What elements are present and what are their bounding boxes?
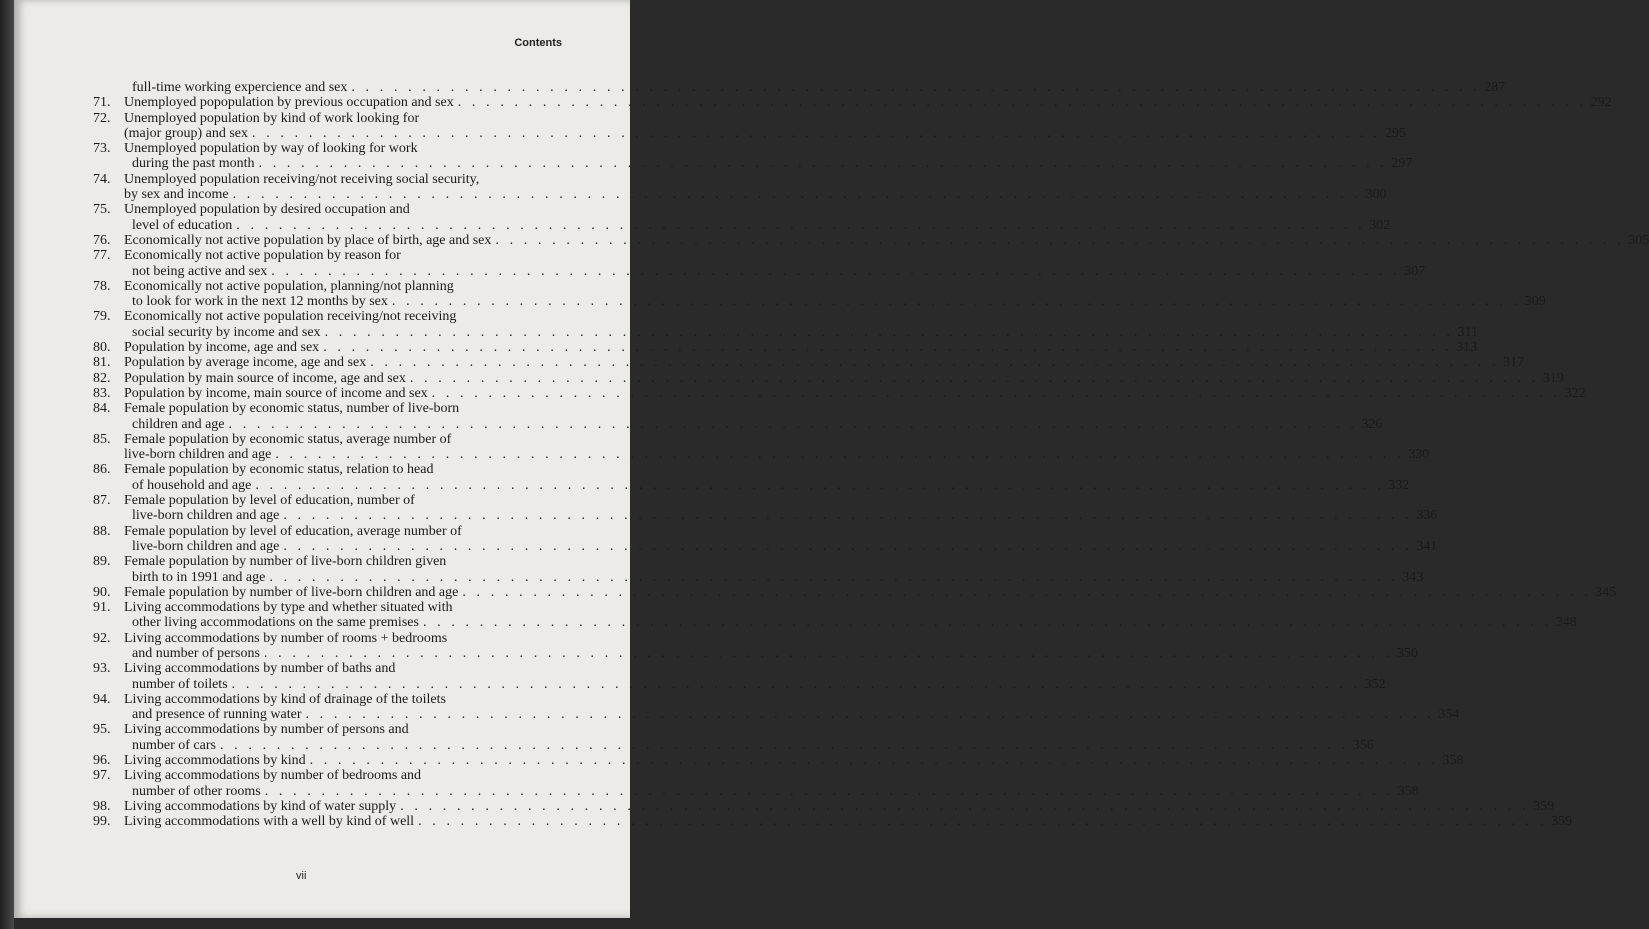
entry-number: 79.: [93, 309, 111, 325]
toc-entry: [93, 431, 1430, 463]
entry-title: children and age: [132, 416, 225, 432]
dot-leader: . . . . . . . . . . . . . . . . . . . . . . . . . . . . . . . . . . . . . . . . . . . . . . . . . . . . . . . . . . . . . . . . . . . . . . . . . . . . . . . .: [283, 508, 1413, 524]
toc-entry: [93, 248, 1426, 279]
entry-page: 359: [1533, 798, 1555, 814]
entry-title: Population by main source of income, age and sex: [124, 370, 406, 386]
toc-entry: [93, 584, 1617, 600]
entry-number: 78.: [93, 278, 111, 294]
dot-leader: . . . . . . . . . . . . . . . . . . . . . . . . . . . . . . . . . . . . . . . . . . . . . . . . . . . . . . . . . . . . . . . . . . . . . . . . . . . . . . . .: [391, 294, 1521, 310]
entry-title: birth to in 1991 and age: [132, 569, 266, 585]
toc-entry: [93, 370, 1564, 386]
toc-entry: [93, 630, 1418, 662]
dot-leader: . . . . . . . . . . . . . . . . . . . . . . . . . . . . . . . . . . . . . . . . . . . . . . . . . . . . . . . . . . . . . . . . . . . . . . . . . . . . . . . .: [495, 232, 1625, 248]
entry-title: Unemployed population by way of looking for work: [124, 141, 418, 157]
entry-number: 82.: [93, 370, 111, 386]
entry-number: 74.: [93, 171, 111, 187]
entry-page: 343: [1402, 569, 1424, 585]
entry-title: during the past month: [132, 156, 255, 172]
toc-entry: [93, 309, 1478, 340]
toc-entry: [93, 385, 1586, 401]
entry-number: [93, 156, 124, 171]
dot-leader: . . . . . . . . . . . . . . . . . . . . . . . . . . . . . . . . . . . . . . . . . . . . . . . . . . . . . . . . . . . . . . . . . . . . . . . . . . . . . . . .: [263, 645, 1393, 661]
toc-line: [93, 432, 527, 447]
entry-number: 90.: [93, 584, 111, 600]
entry-title: and number of persons: [132, 645, 260, 661]
dot-leader: . . . . . . . . . . . . . . . . . . . . . . . . . . . . . . . . . . . . . . . . . . . . . . . . . . . . . . . . . . . . . . . . . . . . . . . . . . . . . . . .: [264, 783, 1394, 799]
toc-entry: [93, 661, 1386, 692]
toc-line: [93, 385, 1586, 401]
toc-entry: [93, 80, 1506, 95]
entry-page: 307: [1404, 263, 1426, 279]
entry-title: live-born children and age: [132, 538, 280, 554]
entry-number: [93, 570, 124, 585]
entry-page: 322: [1564, 385, 1586, 401]
toc-entry: [93, 493, 1438, 524]
toc-line: [93, 783, 1419, 799]
toc-line: [93, 355, 1525, 371]
toc-line: [93, 524, 527, 539]
entry-title: not being active and sex: [132, 263, 268, 279]
entry-title: live-born children and age: [124, 447, 272, 463]
entry-number: 76.: [93, 232, 111, 248]
entry-page: 356: [1352, 737, 1374, 753]
toc-line: [93, 707, 1460, 723]
dot-leader: . . . . . . . . . . . . . . . . . . . . . . . . . . . . . . . . . . . . . . . . . . . . . . . . . . . . . . . . . . . . . . . . . . . . . . . . . . . . . . . .: [258, 156, 1388, 172]
running-header: Contents: [514, 37, 562, 49]
entry-title: Living accommodations by kind of drainage of the toilets: [124, 691, 446, 707]
scan-edge: [0, 0, 14, 929]
dot-leader: . . . . . . . . . . . . . . . . . . . . . . . . . . . . . . . . . . . . . . . . . . . . . . . . . . . . . . . . . . . . . . . . . . . . . . . . . . . . . . . .: [409, 370, 1539, 386]
toc-entry: [93, 691, 1460, 723]
dot-leader: . . . . . . . . . . . . . . . . . . . . . . . . . . . . . . . . . . . . . . . . . . . . . . . . . . . . . . . . . . . . . . . . . . . . . . . . . . . . . . . .: [236, 217, 1366, 233]
toc-entry: [93, 722, 1374, 753]
dot-leader: . . . . . . . . . . . . . . . . . . . . . . . . . . . . . . . . . . . . . . . . . . . . . . . . . . . . . . . . . . . . . . . . . . . . . . . . . . . . . . . .: [305, 707, 1435, 723]
toc-entry: [93, 95, 1612, 111]
entry-number: [93, 264, 124, 279]
entry-title: Unemployed population by kind of work looking for: [124, 110, 420, 126]
toc-entry: [93, 768, 1419, 799]
entry-number: 77.: [93, 248, 111, 264]
dot-leader: . . . . . . . . . . . . . . . . . . . . . . . . . . . . . . . . . . . . . . . . . . . . . . . . . . . . . . . . . . . . . . . . . . . . . . . . . . . . . . . .: [324, 324, 1454, 340]
entry-number: [93, 539, 124, 554]
entry-number: 91.: [93, 600, 111, 616]
entry-title: Economically not active population by place of birth, age and sex: [124, 232, 492, 248]
dot-leader: . . . . . . . . . . . . . . . . . . . . . . . . . . . . . . . . . . . . . . . . . . . . . . . . . . . . . . . . . . . . . . . . . . . . . . . . . . . . . . . .: [219, 737, 1349, 753]
toc-entry: [93, 462, 1410, 493]
toc-line: [93, 125, 1406, 141]
entry-number: 87.: [93, 493, 111, 509]
toc-line: [93, 676, 1386, 692]
entry-number: [93, 707, 124, 722]
dot-leader: . . . . . . . . . . . . . . . . . . . . . . . . . . . . . . . . . . . . . . . . . . . . . . . . . . . . . . . . . . . . . . . . . . . . . . . . . . . . . . . .: [462, 584, 1592, 600]
toc-line: [93, 95, 1612, 111]
toc-line: [93, 202, 527, 217]
toc-entry: [93, 798, 1555, 814]
entry-page: 330: [1408, 447, 1430, 463]
toc-line: [93, 370, 1564, 386]
entry-title: social security by income and sex: [132, 324, 321, 340]
entry-title: full-time working expercience and sex: [132, 80, 348, 95]
entry-title: Female population by level of education, number of: [124, 493, 415, 509]
dot-leader: . . . . . . . . . . . . . . . . . . . . . . . . . . . . . . . . . . . . . . . . . . . . . . . . . . . . . . . . . . . . . . . . . . . . . . . . . . . . . . . .: [255, 477, 1385, 493]
toc-line: [93, 187, 1387, 203]
entry-title: by sex and income: [124, 187, 229, 203]
dot-leader: . . . . . . . . . . . . . . . . . . . . . . . . . . . . . . . . . . . . . . . . . . . . . . . . . . . . . . . . . . . . . . . . . . . . . . . . . . . . . . . .: [252, 125, 1381, 141]
toc-line: [93, 508, 1438, 524]
toc-line: [93, 477, 1410, 493]
entry-number: 75.: [93, 202, 111, 218]
entry-page: 302: [1369, 217, 1391, 233]
entry-page: 332: [1388, 477, 1410, 493]
toc-entry: [93, 278, 1546, 310]
entry-number: 72.: [93, 110, 111, 126]
entry-number: [93, 508, 124, 523]
entry-number: 71.: [93, 95, 111, 111]
entry-title: other living accommodations on the same premises: [132, 615, 419, 631]
toc-line: [93, 447, 1430, 463]
toc-line: [93, 569, 1424, 585]
entry-title: Living accommodations by type and whether situated with: [124, 600, 453, 616]
toc-entry: [93, 753, 1464, 769]
entry-number: 99.: [93, 814, 111, 830]
toc-line: [93, 309, 527, 324]
toc-line: [93, 737, 1374, 753]
entry-page: 336: [1416, 508, 1438, 524]
entry-number: [93, 325, 124, 340]
entry-number: 80.: [93, 340, 111, 356]
toc-line: [93, 156, 1413, 172]
entry-title: level of education: [132, 217, 233, 233]
dot-leader: . . . . . . . . . . . . . . . . . . . . . . . . . . . . . . . . . . . . . . . . . . . . . . . . . . . . . . . . . . . . . . . . . . . . . . . . . . . . . . . .: [232, 187, 1362, 203]
toc-line: [93, 631, 527, 646]
toc-entry: [93, 554, 1424, 585]
toc-entry: [93, 110, 1406, 142]
entry-number: 73.: [93, 141, 111, 157]
entry-page: 350: [1396, 645, 1418, 661]
entry-page: 358: [1397, 783, 1419, 799]
toc-line: [93, 661, 527, 676]
entry-page: 326: [1361, 416, 1383, 432]
entry-number: 88.: [93, 523, 111, 539]
entry-number: [93, 447, 124, 462]
entry-number: 81.: [93, 355, 111, 371]
toc-line: [93, 232, 1649, 248]
entry-title: Female population by number of live-born children given: [124, 554, 447, 570]
entry-number: [93, 218, 124, 233]
entry-title: Living accommodations by kind: [124, 753, 306, 769]
dot-leader: . . . . . . . . . . . . . . . . . . . . . . . . . . . . . . . . . . . . . . . . . . . . . . . . . . . . . . . . . . . . . . . . . . . . . . . . . . . . . . . .: [283, 538, 1413, 554]
entry-title: Living accommodations by number of persons and: [124, 722, 409, 738]
toc-line: [93, 111, 527, 126]
entry-page: 311: [1457, 324, 1478, 340]
entry-title: Unemployed population by desired occupation and: [124, 202, 410, 218]
table-of-contents: [93, 80, 1649, 830]
entry-number: 98.: [93, 798, 111, 814]
toc-line: [93, 217, 1391, 233]
entry-page: 358: [1442, 753, 1464, 769]
entry-number: 92.: [93, 630, 111, 646]
entry-number: [93, 294, 124, 309]
dot-leader: . . . . . . . . . . . . . . . . . . . . . . . . . . . . . . . . . . . . . . . . . . . . . . . . . . . . . . . . . . . . . . . . . . . . . . . . . . . . . . . .: [309, 753, 1439, 769]
dot-leader: . . . . . . . . . . . . . . . . . . . . . . . . . . . . . . . . . . . . . . . . . . . . . . . . . . . . . . . . . . . . . . . . . . . . . . . . . . . . . . . .: [418, 814, 1547, 830]
entry-title: of household and age: [132, 477, 252, 493]
toc-line: [93, 172, 527, 187]
toc-line: [93, 768, 527, 783]
dot-leader: . . . . . . . . . . . . . . . . . . . . . . . . . . . . . . . . . . . . . . . . . . . . . . . . . . . . . . . . . . . . . . . . . . . . . . . . . . . . . . . .: [457, 95, 1587, 111]
toc-entry: [93, 814, 1572, 830]
toc-entry: [93, 141, 1413, 172]
entry-number: [93, 187, 124, 202]
dot-leader: . . . . . . . . . . . . . . . . . . . . . . . . . . . . . . . . . . . . . . . . . . . . . . . . . . . . . . . . . . . . . . . . . . . . . . . . . . . . . . . .: [271, 263, 1401, 279]
entry-page: 317: [1503, 355, 1525, 371]
toc-line: [93, 248, 527, 263]
entry-page: 319: [1542, 370, 1564, 386]
dot-leader: . . . . . . . . . . . . . . . . . . . . . . . . . . . . . . . . . . . . . . . . . . . . . . . . . . . . . . . . . . . . . . . . . . . . . . . . . . . . . . . .: [431, 385, 1561, 401]
entry-title: Population by income, main source of income and sex: [124, 385, 428, 401]
toc-line: [93, 722, 527, 737]
entry-title: Population by average income, age and sex: [124, 355, 367, 371]
entry-title: Living accommodations by number of bedrooms and: [124, 768, 422, 784]
toc-line: [93, 462, 527, 477]
entry-title: Female population by economic status, number of live-born: [124, 401, 460, 417]
entry-page: 313: [1456, 340, 1478, 356]
entry-number: 84.: [93, 401, 111, 417]
dot-leader: . . . . . . . . . . . . . . . . . . . . . . . . . . . . . . . . . . . . . . . . . . . . . . . . . . . . . . . . . . . . . . . . . . . . . . . . . . . . . . . .: [351, 80, 1481, 95]
entry-title: Living accommodations by number of rooms + bedrooms: [124, 630, 448, 646]
entry-page: 297: [1391, 156, 1413, 172]
entry-title: Female population by economic status, relation to head: [124, 462, 434, 478]
entry-number: 89.: [93, 554, 111, 570]
entry-title: number of cars: [132, 737, 216, 753]
toc-entry: [93, 202, 1391, 233]
toc-line: [93, 615, 1577, 631]
entry-number: 83.: [93, 385, 111, 401]
entry-number: 85.: [93, 431, 111, 447]
toc-line: [93, 263, 1426, 279]
entry-page: 341: [1416, 538, 1438, 554]
toc-line: [93, 584, 1617, 600]
entry-page: 305: [1628, 232, 1649, 248]
entry-page: 352: [1364, 676, 1386, 692]
entry-title: Economically not active population, planning/not planning: [124, 278, 454, 294]
entry-number: [93, 646, 124, 661]
entry-page: 300: [1365, 187, 1387, 203]
toc-line: [93, 538, 1438, 554]
toc-entry: [93, 355, 1525, 371]
entry-number: [93, 80, 124, 95]
entry-title: number of other rooms: [132, 783, 261, 799]
toc-entry: [93, 232, 1649, 248]
entry-number: 93.: [93, 661, 111, 677]
toc-line: [93, 294, 1546, 310]
dot-leader: . . . . . . . . . . . . . . . . . . . . . . . . . . . . . . . . . . . . . . . . . . . . . . . . . . . . . . . . . . . . . . . . . . . . . . . . . . . . . . . .: [400, 798, 1530, 814]
toc-line: [93, 645, 1418, 661]
dot-leader: . . . . . . . . . . . . . . . . . . . . . . . . . . . . . . . . . . . . . . . . . . . . . . . . . . . . . . . . . . . . . . . . . . . . . . . . . . . . . . . .: [228, 416, 1358, 432]
entry-number: [93, 784, 124, 799]
entry-title: Female population by level of education, average number of: [124, 523, 462, 539]
toc-entry: [93, 523, 1438, 555]
toc-entry: [93, 600, 1577, 631]
toc-line: [93, 600, 527, 615]
entry-title: (major group) and sex: [124, 125, 249, 141]
entry-number: [93, 126, 124, 141]
entry-number: 97.: [93, 768, 111, 784]
dot-leader: . . . . . . . . . . . . . . . . . . . . . . . . . . . . . . . . . . . . . . . . . . . . . . . . . . . . . . . . . . . . . . . . . . . . . . . . . . . . . . . .: [370, 355, 1500, 371]
entry-number: 96.: [93, 753, 111, 769]
entry-number: [93, 417, 124, 432]
toc-line: [93, 554, 527, 569]
toc-line: [93, 141, 527, 156]
entry-title: Living accommodations by kind of water supply: [124, 798, 397, 814]
dot-leader: . . . . . . . . . . . . . . . . . . . . . . . . . . . . . . . . . . . . . . . . . . . . . . . . . . . . . . . . . . . . . . . . . . . . . . . . . . . . . . . .: [275, 447, 1405, 463]
toc-line: [93, 798, 1555, 814]
entry-page: 292: [1590, 95, 1612, 111]
entry-title: Living accommodations by number of baths and: [124, 661, 396, 677]
toc-line: [93, 692, 527, 707]
toc-line: [93, 80, 1506, 95]
entry-title: to look for work in the next 12 months by sex: [132, 294, 388, 310]
entry-page: 348: [1555, 615, 1577, 631]
toc-line: [93, 753, 1464, 769]
toc-entry: [93, 340, 1478, 356]
dot-leader: . . . . . . . . . . . . . . . . . . . . . . . . . . . . . . . . . . . . . . . . . . . . . . . . . . . . . . . . . . . . . . . . . . . . . . . . . . . . . . . .: [231, 676, 1361, 692]
entry-page: 354: [1438, 707, 1460, 723]
entry-number: [93, 478, 124, 493]
entry-title: Economically not active population by reason for: [124, 248, 401, 264]
entry-number: 86.: [93, 462, 111, 478]
entry-number: [93, 738, 124, 753]
entry-page: 287: [1484, 80, 1506, 95]
page-number: vii: [296, 870, 307, 882]
dot-leader: . . . . . . . . . . . . . . . . . . . . . . . . . . . . . . . . . . . . . . . . . . . . . . . . . . . . . . . . . . . . . . . . . . . . . . . . . . . . . . . .: [269, 569, 1399, 585]
entry-number: 95.: [93, 722, 111, 738]
toc-entry: [93, 171, 1387, 203]
entry-title: Female population by number of live-born children and age: [124, 584, 459, 600]
entry-number: [93, 615, 124, 630]
entry-page: 345: [1595, 584, 1617, 600]
entry-title: Unemployed population receiving/not receiving social security,: [124, 171, 480, 187]
entry-title: Population by income, age and sex: [124, 340, 320, 356]
entry-number: 94.: [93, 691, 111, 707]
entry-title: number of toilets: [132, 676, 228, 692]
entry-title: and presence of running water: [132, 707, 302, 723]
entry-title: Living accommodations with a well by kind of well: [124, 814, 415, 830]
toc-line: [93, 416, 1383, 432]
dot-leader: . . . . . . . . . . . . . . . . . . . . . . . . . . . . . . . . . . . . . . . . . . . . . . . . . . . . . . . . . . . . . . . . . . . . . . . . . . . . . . . .: [323, 340, 1453, 356]
toc-line: [93, 401, 527, 416]
entry-title: Female population by economic status, average number of: [124, 431, 452, 447]
entry-title: live-born children and age: [132, 508, 280, 524]
toc-line: [93, 340, 1478, 356]
entry-page: 359: [1550, 814, 1572, 830]
entry-page: 295: [1384, 125, 1406, 141]
entry-number: [93, 677, 124, 692]
dot-leader: . . . . . . . . . . . . . . . . . . . . . . . . . . . . . . . . . . . . . . . . . . . . . . . . . . . . . . . . . . . . . . . . . . . . . . . . . . . . . . . .: [422, 615, 1552, 631]
entry-title: Economically not active population receiving/not receiving: [124, 309, 457, 325]
toc-line: [93, 493, 527, 508]
toc-line: [93, 814, 1572, 830]
toc-line: [93, 279, 527, 294]
entry-title: Unemployed popopulation by previous occupation and sex: [124, 95, 454, 111]
entry-page: 309: [1524, 294, 1546, 310]
toc-line: [93, 324, 1478, 340]
toc-entry: [93, 401, 1383, 432]
